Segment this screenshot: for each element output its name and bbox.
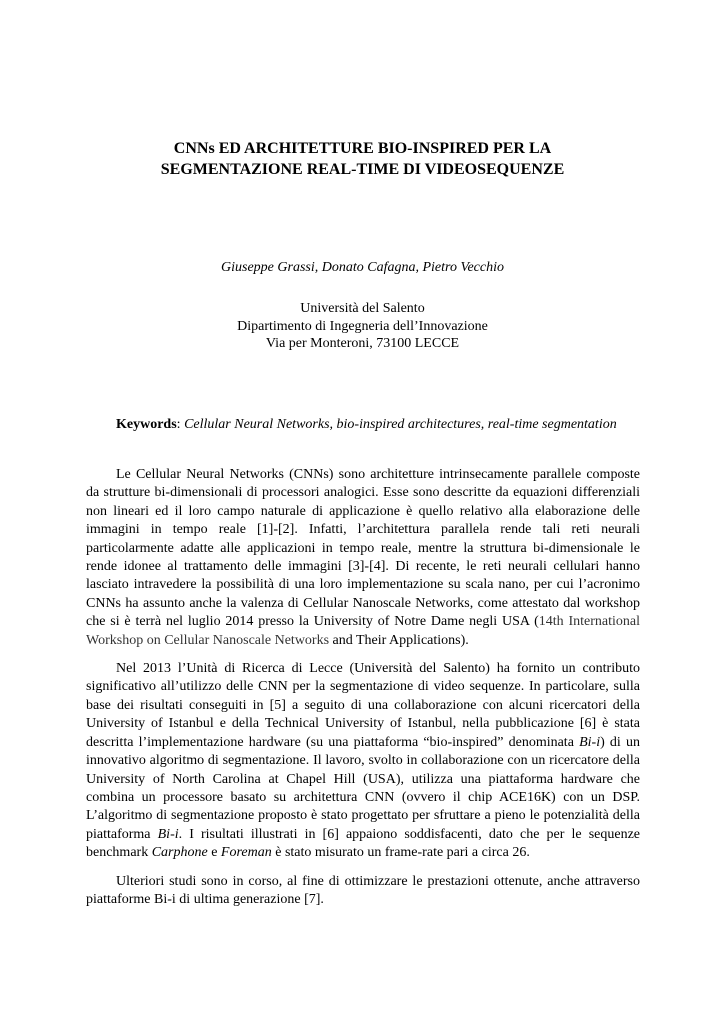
affiliation (110, 300, 615, 353)
paragraph-2-text-i: è stato misurato un frame-rate pari a circa 26. (271, 845, 530, 861)
paragraph-2-text-a: Nel 2013 l’Unità di Ricerca di Lecce (Università del Salento) ha fornito un contributo significativo all’utilizzo delle CNN per la segmentazione di video sequenze. In particolare, sulla base dei risultati conseguiti in [5] a seguito di una collaborazione con alcuni ricercatori della University of Istanbul e della Technical University of Istanbul, nella pubblicazione [6] è stata descritta l’implementazione hardware (su una piattaforma “bio-inspired” denominata (86, 661, 640, 750)
paragraph-3: Ulteriori studi sono in corso, al fine di ottimizzare le prestazioni ottenute, anche attraverso piattaforme Bi-i di ultima generazione [7]. (86, 873, 640, 907)
paper-title-line-2: SEGMENTAZIONE REAL-TIME DI VIDEOSEQUENZE (160, 161, 565, 178)
affiliation-university: Università del Salento (300, 301, 425, 316)
benchmark-foreman: Foreman (220, 845, 272, 861)
author-list: Giuseppe Grassi, Donato Cafagna, Pietro Vecchio (221, 260, 504, 275)
paper-title-line-1: CNNs ED ARCHITETTURE BIO-INSPIRED PER LA (173, 140, 552, 157)
paragraph-1-text-c: and Their Applications). (329, 632, 469, 648)
affiliation-address: Via per Monteroni, 73100 LECCE (265, 336, 460, 351)
body-text (86, 466, 640, 919)
keywords-label: Keywords (116, 417, 177, 432)
keywords-line (116, 416, 656, 434)
paragraph-2-text-e: . I risultati illustrati in [6] appaiono soddisfacenti, dato che per le sequenze benchmark (86, 826, 641, 861)
keywords-separator: : (176, 417, 185, 432)
platform-name-bi-i-2: Bi-i (157, 826, 179, 842)
paper-title (110, 138, 615, 180)
platform-name-bi-i: Bi-i (579, 734, 601, 750)
paragraph-2 (86, 660, 640, 862)
paragraph-2-text-g: e (207, 845, 221, 861)
workshop-name: 14th International Workshop on Cellular Nanoscale Networks (86, 614, 640, 648)
paragraph-1-text-a: Le Cellular Neural Networks (CNNs) sono architetture intrinsecamente parallele composte da strutture bi-dimensionali di processori analogici. Esse sono descritte da equazioni differenziali non lineari ed il loro campo naturale di applicazione è quello relativo alla elaborazione delle immagini in tempo reale [1]-[2]. Infatti, l’architettura parallela rende tali reti neurali particolarmente adatte alle applicazioni in tempo reale, mentre la struttura bi-dimensionale le rende idonee al trattamento delle immagini [3]-[4]. Di recente, le reti neurali cellulari hanno lasciato intravedere la possibilità di una loro implementazione su scala nano, per cui l’acronimo CNNs ha assunto anche la valenza di Cellular Nanoscale Networks, come attestato dal workshop che si è terrà nel luglio 2014 presso la University of Notre Dame negli USA ( (86, 467, 640, 630)
paragraph-1 (86, 466, 640, 650)
keywords-text: Cellular Neural Networks, bio-inspired architectures, real-time segmentation (184, 417, 617, 432)
paragraph-2-text-c: ) di un innovativo algoritmo di segmentazione. Il lavoro, svolto in collaborazione con un ricercatore della University of North Carolina at Chapel Hill (USA), utilizza una piattaforma hardware che combina un processore basato su architettura CNN (ovvero il chip ACE16K) con un DSP. L’algoritmo di segmentazione proposto è stato progettato per sfruttare a pieno le potenzialità della piattaforma (86, 734, 640, 842)
benchmark-carphone: Carphone (151, 845, 208, 861)
affiliation-department: Dipartimento di Ingegneria dell’Innovazione (237, 318, 488, 334)
